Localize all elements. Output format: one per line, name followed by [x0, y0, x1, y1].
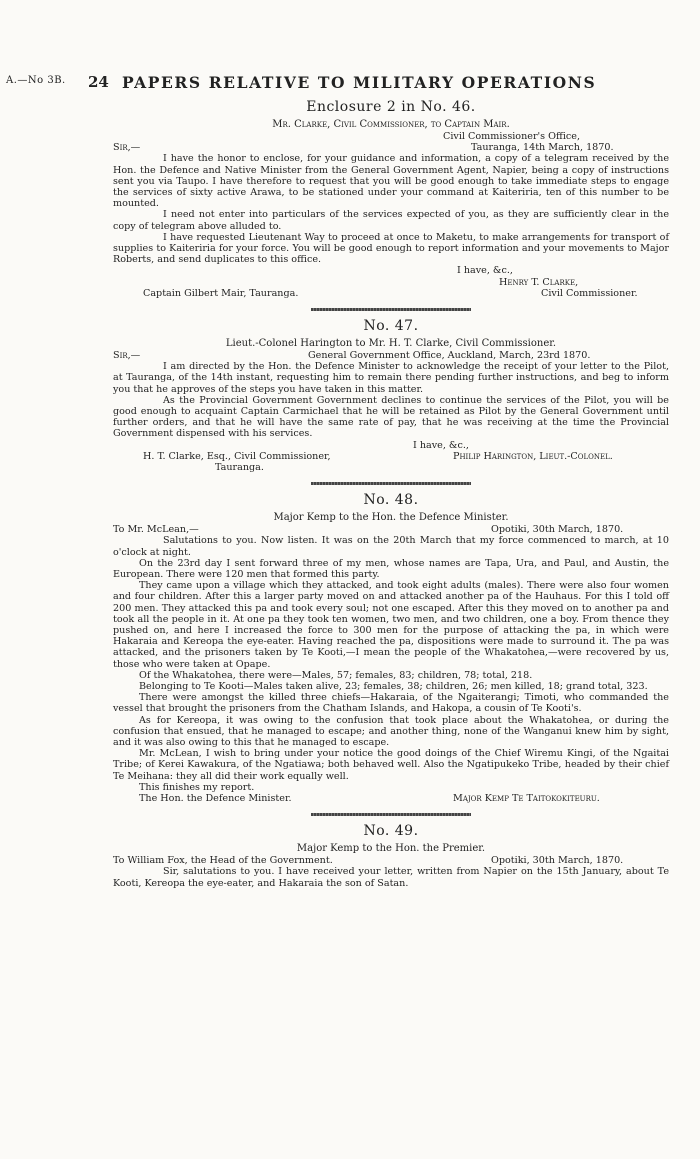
salutation-line [113, 350, 669, 361]
section-divider [311, 482, 471, 485]
section-divider [311, 308, 471, 311]
signature: Henry T. Clarke, [499, 276, 579, 288]
document-reference: A.—No 3B. [6, 75, 66, 86]
letter-date: Opotiki, 30th March, 1870. [491, 855, 624, 867]
signature: Philip Harington, Lieut.-Colonel. [453, 450, 613, 462]
paragraph: Salutations to you. Now listen. It was on the 20th March that my force commenced to march, at 10 o'clock at night. [113, 535, 669, 558]
recipient: To Mr. McLean,— [113, 524, 199, 536]
letter-date: Opotiki, 30th March, 1870. [491, 524, 624, 536]
paragraph: Sir, salutations to you. I have received your letter, written from Napier on the 15th January, about Te Kooti, Kereopa the eye-eater, and Hakaraia the son of Satan. [113, 866, 669, 889]
enclosure-section [113, 99, 669, 889]
addressee-place: Tauranga. [215, 461, 264, 473]
section-divider [311, 813, 471, 816]
paragraph: On the 23rd day I sent forward three of my men, whose names are Tapa, Ura, and Paul, and Austin, the European. There were 120 men that formed this party. [113, 557, 669, 580]
addressee-line [113, 793, 669, 804]
recipient: To William Fox, the Head of the Government. [113, 855, 333, 867]
signature: Major Kemp Te Taitokokiteuru. [453, 793, 600, 804]
salutation-line [113, 142, 669, 153]
paragraph: As for Kereopa, it was owing to the confusion that took place about the Whakatohea, or during the confusion that ensued, that he managed to escape; and another thing, none of the Wanganui knew him by sight, and it was also owing to this that he managed to escape. [113, 714, 669, 748]
paragraph: I have the honor to enclose, for your guidance and information, a copy of a telegram received by the Hon. the Defence and Native Minister from the General Government Agent, Napier, being a copy of instructions sent you via Taupo. I have therefore to request that you will be good enough to take immediate steps to engage the services of sixty active Arawa, to be stationed under your command at Kaiteriria, ten of this number to be mounted. [113, 153, 669, 210]
paragraph: Mr. McLean, I wish to bring under your notice the good doings of the Chief Wiremu Kingi, of the Ngaitai Tribe; of Kerei Kawakura, of the Ngatiawa; both behaved well. Also the Ngatipukeko Tribe, headed by their chief Te Meihana: they all did their work equally well. [113, 748, 669, 782]
letter-office-date: General Government Office, Auckland, March, 23rd 1870. [308, 349, 591, 361]
letter-heading: No. 49. [363, 823, 419, 840]
paragraph: This finishes my report. [139, 781, 255, 793]
closing-line [113, 440, 669, 451]
paragraph: As the Provincial Government Government declines to continue the services of the Pilot, you will be good enough to acquaint Captain Carmichael that he will be retained as Pilot by the General Government until further orders, and that he will have the same rate of pay, that he was receiving at the time the Provincial Government dispensed with his services. [113, 394, 669, 440]
addressee: H. T. Clarke, Esq., Civil Commissioner, [143, 450, 331, 462]
running-title: PAPERS RELATIVE TO MILITARY OPERATIONS [122, 73, 597, 92]
office-address: Civil Commissioner's Office, [443, 131, 580, 142]
office-line [113, 131, 669, 142]
addressee-place-line [113, 462, 669, 473]
recipient-line [113, 855, 669, 866]
page-number: 24 [88, 73, 109, 91]
paragraph: Belonging to Te Kooti—Males taken alive, 23; females, 38; children, 26; men killed, 18; grand total, 323. [139, 680, 648, 692]
addressee: The Hon. the Defence Minister. [139, 793, 292, 804]
letter-subheading: Major Kemp to the Hon. the Premier. [296, 843, 486, 855]
closing-line [113, 265, 669, 276]
paragraph: I need not enter into particulars of the services expected of you, as they are sufficiently clear in the copy of telegram above alluded to. [113, 209, 669, 232]
signer-title: Civil Commissioner. [541, 287, 638, 299]
closing: I have, &c., [413, 439, 469, 451]
enclosure-heading: Enclosure 2 in No. 46. [306, 99, 476, 115]
addressee-line [113, 451, 669, 462]
letter-subheading: Major Kemp to the Hon. the Defence Minister. [273, 512, 509, 524]
addressee-line [113, 288, 669, 299]
letter-heading: No. 48. [363, 492, 419, 509]
letter-heading: No. 47. [363, 317, 419, 334]
salutation: Sir,— [113, 142, 141, 154]
signature-line [113, 277, 669, 288]
addressee: Captain Gilbert Mair, Tauranga. [143, 287, 299, 299]
page-header [6, 73, 694, 91]
paragraph: Of the Whakatohea, there were—Males, 57; females, 83; children, 78; total, 218. [139, 669, 533, 681]
letter-subheading: Lieut.-Colonel Harington to Mr. H. T. Clarke, Civil Commissioner. [225, 337, 557, 349]
recipient-line [113, 524, 669, 535]
closing: I have, &c., [457, 265, 513, 277]
enclosure-subheading: Mr. Clarke, Civil Commissioner, to Captain Mair. [272, 119, 510, 130]
letter-date: Tauranga, 14th March, 1870. [471, 142, 614, 154]
paragraph: They came upon a village which they attacked, and took eight adults (males). There were also four women and four children. After this a larger party moved on and attacked another pa of the Hauhaus. For this I told off 200 men. They attacked this pa and took every soul; not one escaped. After this they moved on to another pa and took all the people in it. At one pa they took ten women, two men, and two children, one a boy. From thence they pushed on, and here I increased the force to 300 men for the purpose of attacking the pa, in which were Hakaraia and Kereopa the eye-eater. Having reached the pa, dispositions were made to surround it. The pa was attacked, and the prisoners taken by Te Kooti,—I mean the people of the Whakatohea,—were recovered by us, those who were taken at Opape. [113, 580, 669, 670]
paragraph: I have requested Lieutenant Way to proceed at once to Maketu, to make arrangements for transport of supplies to Kaiteriria for your force. You will be good enough to report information and your movements to Major Roberts, and send duplicates to this office. [113, 231, 669, 266]
salutation: Sir,— [113, 349, 141, 361]
paragraph: There were amongst the killed three chiefs—Hakaraia, of the Ngaiterangi; Timoti, who commanded the vessel that brought the prisoners from the Chatham Islands, and Hakopa, a cousin of Te Kooti's. [113, 692, 669, 715]
paragraph: I am directed by the Hon. the Defence Minister to acknowledge the receipt of your letter to the Pilot, at Tauranga, of the 14th instant, requesting him to remain there pending further instructions, and beg to inform you that he approves of the steps you have taken in this matter. [113, 361, 669, 395]
